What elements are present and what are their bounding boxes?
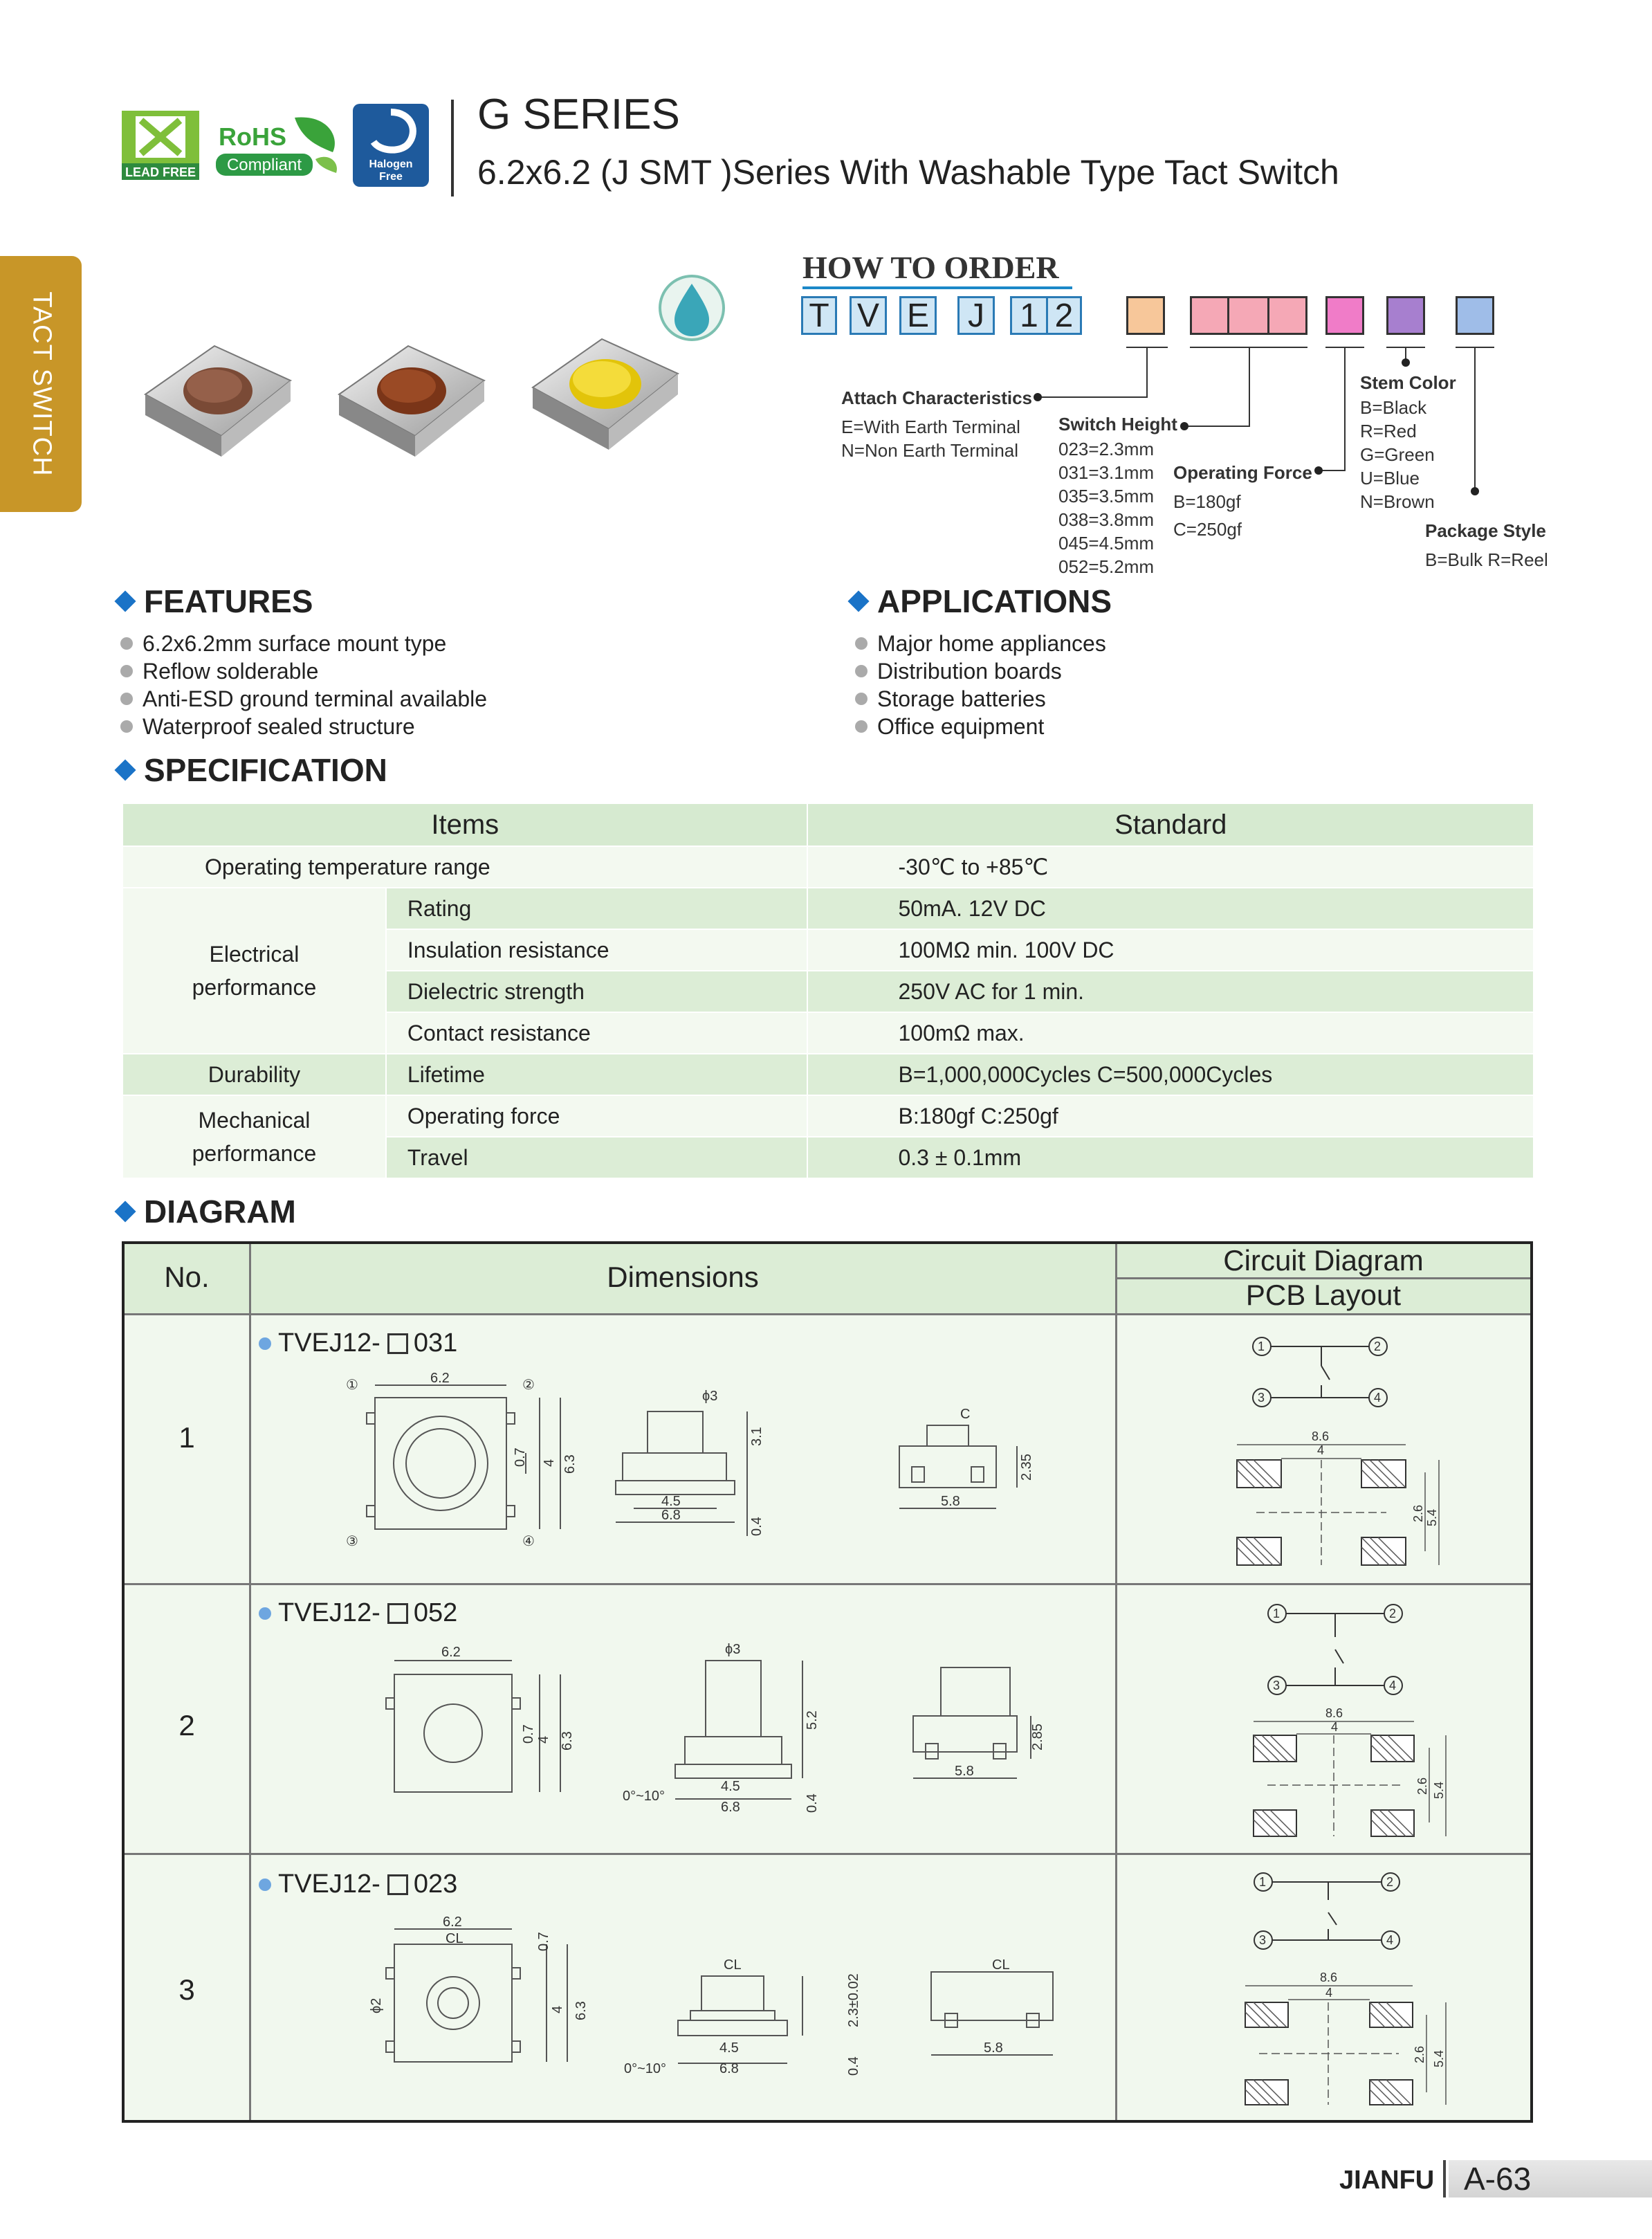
svg-text:ϕ3: ϕ3	[702, 1389, 718, 1404]
diagram-col-circuit: Circuit Diagram	[1223, 1244, 1424, 1277]
svg-text:4.5: 4.5	[719, 2040, 739, 2056]
spec-rating-value: 50mA. 12V DC	[807, 888, 1534, 929]
attach-option: E=With Earth Terminal	[841, 417, 1020, 437]
diamond-icon	[114, 1200, 136, 1222]
diagram-col-no: No.	[164, 1261, 210, 1293]
spec-contact: Contact resistance	[386, 1012, 808, 1054]
svg-text:4: 4	[1331, 1720, 1339, 1734]
application-item: Storage batteries	[855, 685, 1106, 713]
diagram-col-pcb: PCB Layout	[1245, 1279, 1402, 1311]
divider	[125, 1313, 1530, 1315]
svg-text:5.4: 5.4	[1432, 2049, 1446, 2067]
svg-text:4: 4	[1389, 1679, 1397, 1692]
pcb-layout-3	[1245, 1971, 1446, 2105]
checkbox-icon	[387, 1333, 408, 1354]
bullet-icon	[855, 665, 868, 677]
package-option: B=Bulk R=Reel	[1425, 549, 1548, 570]
application-item: Major home appliances	[855, 630, 1106, 657]
product-photos	[131, 270, 740, 498]
divider	[249, 1244, 251, 2120]
svg-text:CL: CL	[446, 1931, 464, 1946]
stem-option: G=Green	[1360, 444, 1435, 465]
svg-text:1: 1	[1259, 1875, 1267, 1889]
spec-head-items: Items	[123, 804, 807, 846]
order-code-char-4: J	[957, 296, 995, 335]
footer-brand: JIANFU	[1339, 2166, 1435, 2195]
slot-attach	[1126, 296, 1165, 335]
how-to-order-underline	[802, 286, 1072, 289]
force-title: Operating Force	[1173, 462, 1312, 483]
svg-text:2.6: 2.6	[1411, 1504, 1425, 1522]
spec-temp-label: Operating temperature range	[123, 846, 807, 888]
svg-text:C: C	[960, 1407, 971, 1422]
order-code-char-5: 1	[1010, 296, 1046, 335]
svg-text:6.3: 6.3	[562, 1454, 578, 1474]
spec-temp-value: -30℃ to +85℃	[807, 846, 1534, 888]
diagram-row-no: 1	[178, 1421, 195, 1454]
svg-text:4: 4	[536, 1735, 551, 1744]
feature-item: 6.2x6.2mm surface mount type	[120, 630, 487, 657]
svg-text:4.5: 4.5	[661, 1494, 681, 1509]
diagram-heading	[118, 1193, 296, 1230]
lead-free-logo	[122, 111, 199, 180]
svg-text:5.8: 5.8	[941, 1494, 960, 1509]
rohs-compliant-text: Compliant	[226, 156, 302, 174]
svg-text:4.5: 4.5	[721, 1779, 740, 1794]
bullet-icon	[259, 1879, 271, 1891]
application-item: Office equipment	[855, 713, 1106, 740]
bullet-icon	[855, 693, 868, 705]
svg-text:8.6: 8.6	[1312, 1429, 1330, 1443]
order-code-char-1: T	[801, 296, 837, 335]
specification-title: SPECIFICATION	[144, 752, 387, 788]
order-code-char-2: V	[850, 296, 887, 335]
svg-text:6.3: 6.3	[573, 2001, 589, 2020]
model-label-1: TVEJ12- 031	[259, 1328, 457, 1358]
circuit-pcb-drawings	[1121, 1322, 1529, 2117]
bullet-icon	[855, 637, 868, 650]
svg-text:0.7: 0.7	[513, 1447, 528, 1467]
svg-text:CL: CL	[724, 1957, 742, 1973]
bullet-icon	[120, 720, 133, 733]
bullet-icon	[259, 1337, 271, 1350]
footer-divider	[1443, 2160, 1446, 2197]
stem-option: U=Blue	[1360, 468, 1420, 488]
svg-text:1: 1	[1273, 1607, 1281, 1620]
applications-list	[855, 630, 1106, 740]
diagram-col-dimensions: Dimensions	[607, 1261, 759, 1293]
svg-text:5.4: 5.4	[1425, 1508, 1439, 1526]
svg-text:8.6: 8.6	[1325, 1706, 1343, 1720]
svg-text:8.6: 8.6	[1320, 1971, 1338, 1984]
slot-stem	[1386, 296, 1425, 335]
stem-option: N=Brown	[1360, 491, 1435, 512]
height-option: 038=3.8mm	[1058, 509, 1155, 530]
svg-text:2: 2	[1386, 1875, 1394, 1889]
pcb-layout-2	[1254, 1706, 1446, 1836]
footer-page-number: A-63	[1464, 2161, 1532, 2197]
svg-text:ϕ3: ϕ3	[725, 1642, 741, 1657]
applications-title: APPLICATIONS	[877, 583, 1112, 619]
svg-text:2.6: 2.6	[1413, 2045, 1426, 2063]
applications-heading	[851, 583, 1112, 620]
diagram-row-no: 3	[178, 1973, 195, 2006]
svg-text:6.8: 6.8	[661, 1508, 681, 1523]
series-subtitle: 6.2x6.2 (J SMT )Series With Washable Type Tact Switch	[477, 153, 1339, 192]
circuit-diagram-2	[1268, 1605, 1402, 1694]
svg-text:5.8: 5.8	[984, 2040, 1003, 2056]
spec-travel-value: 0.3 ± 0.1mm	[807, 1137, 1534, 1178]
bullet-icon	[120, 665, 133, 677]
spec-insulation: Insulation resistance	[386, 929, 808, 971]
attach-option: N=Non Earth Terminal	[841, 440, 1019, 461]
svg-text:6.2: 6.2	[441, 1645, 461, 1660]
spec-durability: Durability	[123, 1054, 386, 1095]
slot-force	[1325, 296, 1364, 335]
svg-text:4: 4	[1374, 1391, 1382, 1405]
checkbox-icon	[387, 1603, 408, 1624]
circuit-diagram-3	[1254, 1873, 1399, 1949]
height-option: 023=2.3mm	[1058, 439, 1155, 459]
halogen-text: Halogen	[369, 158, 413, 170]
spec-rating: Rating	[386, 888, 808, 929]
dimension-drawing-3	[332, 1910, 1107, 2090]
svg-text:6.3: 6.3	[560, 1731, 575, 1751]
svg-text:2.3±0.02: 2.3±0.02	[846, 1973, 861, 2027]
bullet-icon	[120, 693, 133, 705]
svg-text:④: ④	[522, 1534, 535, 1549]
table-row	[123, 1095, 1534, 1137]
svg-text:0.4: 0.4	[846, 2056, 861, 2076]
slot-height	[1190, 296, 1307, 335]
svg-text:2: 2	[1374, 1340, 1382, 1353]
specification-table	[123, 804, 1534, 1179]
lead-free-text: LEAD FREE	[125, 165, 196, 179]
diamond-icon	[114, 590, 136, 612]
halogen-free-text: Free	[379, 171, 403, 183]
header-divider	[451, 100, 454, 197]
table-row	[123, 804, 1534, 846]
order-code-char-6: 2	[1046, 296, 1082, 335]
slot-package	[1456, 296, 1494, 335]
application-item: Distribution boards	[855, 657, 1106, 685]
svg-text:3.1: 3.1	[749, 1427, 764, 1446]
svg-text:2.6: 2.6	[1415, 1777, 1429, 1795]
specification-heading	[118, 751, 387, 789]
svg-text:0.7: 0.7	[536, 1932, 551, 1951]
svg-text:②: ②	[522, 1378, 535, 1393]
switch-photo-2	[339, 346, 484, 457]
slot-height-divider-1	[1227, 296, 1229, 335]
spec-lifetime: Lifetime	[386, 1054, 808, 1095]
spec-electrical: Electrical performance	[123, 888, 386, 1054]
rohs-text: RoHS	[219, 122, 286, 151]
bullet-icon	[120, 637, 133, 650]
svg-text:4: 4	[550, 2005, 565, 2013]
svg-text:1: 1	[1258, 1340, 1265, 1353]
svg-text:4: 4	[542, 1459, 557, 1467]
svg-text:0.7: 0.7	[521, 1724, 536, 1744]
svg-text:2.85: 2.85	[1030, 1724, 1045, 1751]
spec-mechanical: Mechanical performance	[123, 1095, 386, 1178]
spec-dielectric: Dielectric strength	[386, 971, 808, 1012]
svg-text:4: 4	[1325, 1986, 1333, 2000]
table-row	[123, 1054, 1534, 1095]
svg-text:0°~10°: 0°~10°	[624, 2061, 667, 2076]
spec-lifetime-value: B=1,000,000Cycles C=500,000Cycles	[807, 1054, 1534, 1095]
table-row	[123, 888, 1534, 929]
table-row	[123, 846, 1534, 888]
checkbox-icon	[387, 1874, 408, 1895]
spec-opforce: Operating force	[386, 1095, 808, 1137]
svg-text:CL: CL	[992, 1957, 1010, 1973]
height-option: 035=3.5mm	[1058, 486, 1155, 506]
stem-option: R=Red	[1360, 421, 1417, 441]
model-label-2: TVEJ12- 052	[259, 1598, 457, 1628]
svg-text:①: ①	[346, 1378, 358, 1393]
diamond-icon	[114, 759, 136, 780]
svg-text:6.8: 6.8	[719, 2061, 739, 2076]
side-tab-label: TACT SWITCH	[27, 291, 57, 477]
feature-item: Waterproof sealed structure	[120, 713, 487, 740]
halogen-free-logo	[353, 104, 429, 187]
height-option: 045=4.5mm	[1058, 533, 1155, 554]
svg-text:2: 2	[1389, 1607, 1397, 1620]
svg-text:4: 4	[1386, 1933, 1394, 1947]
dimension-drawing-1	[332, 1370, 1107, 1550]
pcb-layout-1	[1237, 1429, 1439, 1565]
waterproof-icon	[660, 276, 724, 340]
feature-item: Reflow solderable	[120, 657, 487, 685]
package-title: Package Style	[1425, 520, 1546, 541]
features-heading	[118, 583, 313, 620]
svg-text:5.4: 5.4	[1432, 1781, 1446, 1799]
force-option: C=250gf	[1173, 519, 1242, 540]
rohs-logo	[212, 111, 343, 180]
svg-text:0.4: 0.4	[805, 1793, 820, 1813]
svg-text:3: 3	[1259, 1933, 1267, 1947]
diagram-title: DIAGRAM	[144, 1194, 296, 1230]
spec-dielectric-value: 250V AC for 1 min.	[807, 971, 1534, 1012]
svg-text:3: 3	[1273, 1679, 1281, 1692]
svg-text:2.35: 2.35	[1019, 1454, 1034, 1481]
attach-options	[841, 415, 1020, 462]
bullet-icon	[855, 720, 868, 733]
how-to-order-title: HOW TO ORDER	[802, 250, 1059, 285]
svg-text:6.2: 6.2	[430, 1371, 450, 1386]
order-code-char-3: E	[899, 296, 937, 335]
stem-title: Stem Color	[1360, 372, 1456, 393]
switch-photo-3	[533, 339, 678, 450]
stem-option: B=Black	[1360, 397, 1427, 418]
spec-travel: Travel	[386, 1137, 808, 1178]
svg-text:5.2: 5.2	[805, 1710, 820, 1730]
stem-options	[1360, 396, 1435, 513]
svg-text:5.8: 5.8	[955, 1764, 974, 1779]
svg-text:6.2: 6.2	[443, 1914, 462, 1930]
spec-contact-value: 100mΩ max.	[807, 1012, 1534, 1054]
bullet-icon	[259, 1607, 271, 1620]
model-label-3: TVEJ12- 023	[259, 1870, 457, 1899]
svg-text:ϕ2: ϕ2	[369, 1998, 384, 2013]
svg-text:0.4: 0.4	[749, 1517, 764, 1536]
svg-text:3: 3	[1258, 1391, 1265, 1405]
svg-text:0°~10°: 0°~10°	[623, 1789, 666, 1804]
height-title: Switch Height	[1058, 414, 1177, 435]
force-option: B=180gf	[1173, 491, 1241, 512]
height-option: 031=3.1mm	[1058, 462, 1155, 483]
divider	[1115, 1244, 1117, 2120]
features-title: FEATURES	[144, 583, 313, 619]
spec-opforce-value: B:180gf C:250gf	[807, 1095, 1534, 1137]
series-title: G SERIES	[477, 91, 680, 138]
circuit-diagram-1	[1253, 1337, 1387, 1407]
slot-height-divider-2	[1267, 296, 1269, 335]
diamond-icon	[847, 590, 869, 612]
features-list	[120, 630, 487, 740]
force-options	[1173, 490, 1242, 541]
height-option: 052=5.2mm	[1058, 556, 1155, 577]
attach-title: Attach Characteristics	[841, 387, 1032, 408]
svg-text:4: 4	[1317, 1443, 1325, 1457]
dimension-drawing-2	[332, 1633, 1107, 1827]
spec-insulation-value: 100MΩ min. 100V DC	[807, 929, 1534, 971]
svg-text:③: ③	[346, 1534, 358, 1549]
svg-text:6.8: 6.8	[721, 1800, 740, 1815]
height-options	[1058, 437, 1154, 578]
diagram-row-no: 2	[178, 1709, 195, 1742]
switch-photo-1	[145, 346, 291, 457]
feature-item: Anti-ESD ground terminal available	[120, 685, 487, 713]
spec-head-standard: Standard	[807, 804, 1534, 846]
